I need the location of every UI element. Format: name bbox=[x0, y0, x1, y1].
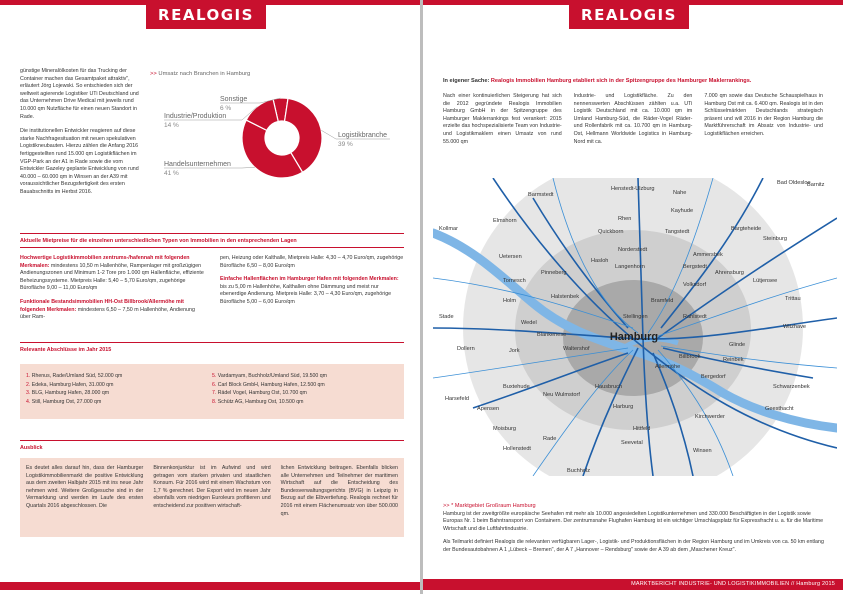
abschl-item-number: 2. bbox=[26, 381, 32, 388]
ausblick-col: Es deutet alles darauf hin, dass der Hamburger Logistikimmobilienmarkt die positive Entwicklung aus dem zweiten Halbjahr 2015 mit ins neue Jahr nehmen wird. Weitere Großgesuche sind in der Vermarktung und werden im Laufe des ersten Quartals 2016 abgeschlossen. Die bbox=[26, 465, 144, 509]
miet-subhead: Einfache Hallenflächen im Hamburger Hafen mit folgenden Merkmalen: bbox=[220, 276, 399, 283]
abschl-item bbox=[212, 381, 398, 390]
donut-value-label: 14 % bbox=[164, 122, 179, 129]
map-place-label: Allermöhe bbox=[655, 364, 681, 370]
chart-title bbox=[150, 71, 250, 77]
map-place-label: Hasloh bbox=[591, 258, 609, 264]
abschl-item-text: Vardamyam, Buchholz/Umland Süd, 19.500 qm bbox=[217, 373, 327, 379]
chart-title-prefix: >> bbox=[150, 71, 159, 77]
abschl-col-2 bbox=[212, 372, 398, 411]
abschl-section bbox=[20, 342, 404, 356]
map-place-label: Bramfeld bbox=[651, 298, 674, 304]
map-place-label: Hittfeld bbox=[633, 426, 651, 432]
abschl-item bbox=[26, 372, 212, 381]
map-caption-text: * Marktgebiet Großraum Hamburg bbox=[451, 503, 536, 509]
map-place-label: Waltershof bbox=[563, 346, 590, 352]
map-place-label: Ahrensburg bbox=[715, 270, 744, 276]
map-place-label: Hollenstedt bbox=[503, 446, 531, 452]
donut-label: Industrie/Produktion bbox=[164, 113, 227, 120]
map-place-label: Billbrook bbox=[679, 354, 701, 360]
miet-body: mindestens 6,50 – 7,50 m Hallenhöhe, Andienung über Ram- bbox=[20, 306, 195, 321]
map-place-label: Volksdorf bbox=[683, 282, 707, 288]
map-place-label: Schwarzenbek bbox=[773, 384, 810, 390]
abschl-item-number: 7. bbox=[212, 390, 218, 396]
map-city-label: Hamburg bbox=[609, 331, 659, 343]
map-place-label: Steinburg bbox=[763, 236, 787, 242]
right-page bbox=[423, 0, 843, 594]
miet-subhead: Hochwertige Logistikimmobilien zentrums-/hafennah mit folgenden Merkmalen: bbox=[20, 255, 190, 269]
map-caption-prefix: >> bbox=[443, 503, 452, 509]
sub-heading-text: Realogis Immobilien Hamburg etabliert sich in der Spitzengruppe des Hamburger Maklerrankings. bbox=[490, 78, 752, 84]
miet-subhead: Funktionale Bestandsimmobilien HH-Ost Billbrook/Allermöhe mit folgenden Merkmalen: bbox=[20, 298, 184, 313]
abschl-item-text: Edeka, Hamburg Hafen, 31.000 qm bbox=[31, 381, 114, 388]
map-place-label: Nahe bbox=[673, 190, 687, 196]
map-place-label: Blankenese bbox=[537, 332, 567, 338]
map-place-label: Glinde bbox=[729, 342, 746, 348]
map-place-label: Stade bbox=[439, 314, 454, 320]
ausblick-section bbox=[20, 440, 404, 454]
chart-title-text: Umsatz nach Branchen in Hamburg bbox=[158, 71, 251, 77]
abschl-item-number: 6. bbox=[212, 381, 218, 388]
sub-heading bbox=[443, 78, 751, 84]
brand-logo: REALOGIS bbox=[569, 0, 689, 29]
donut-label: Sonstige bbox=[220, 96, 248, 103]
miet-columns bbox=[20, 255, 404, 328]
abschl-item-number: 4. bbox=[26, 398, 32, 405]
donut-value-label: 41 % bbox=[164, 170, 179, 177]
map-place-label: Barmstedt bbox=[528, 192, 554, 198]
map-place-label: Holm bbox=[503, 298, 517, 304]
map-place-label: Rade bbox=[543, 436, 557, 442]
miet-body: pen, Heizung oder Kalthalle, Mietpreis Halle: 4,30 – 4,70 Euro/qm, zugehörige Bürofläche 6,50 – 8,00 Euro/qm bbox=[220, 255, 404, 269]
map-place-label: Kayhude bbox=[671, 208, 694, 214]
map-place-label: Apensen bbox=[477, 406, 500, 412]
abschl-item-number: 5. bbox=[212, 373, 218, 379]
map-place-label: Pinneberg bbox=[541, 270, 567, 276]
abschl-item-number: 3. bbox=[26, 390, 32, 396]
map-place-label: Barnitz bbox=[807, 182, 825, 188]
map-place-label: Ammersbek bbox=[693, 252, 723, 258]
map-place-label: Langenhorn bbox=[615, 264, 645, 270]
map-place-label: Witzhave bbox=[783, 324, 807, 330]
map-place-label: Rhen bbox=[618, 216, 632, 222]
map-place-label: Jork bbox=[509, 348, 520, 354]
map-place-label: Rahlstedt bbox=[683, 314, 707, 320]
abschl-item-text: Still, Hamburg Ost, 27.000 qm bbox=[31, 398, 102, 405]
map-place-label: Winsen bbox=[693, 448, 712, 454]
map-place-label: Bad Oldesloe bbox=[777, 180, 811, 186]
map-place-label: Neu Wulmstorf bbox=[543, 392, 580, 398]
map-place-label: Tangstedt bbox=[665, 229, 690, 235]
map-place-label: Kirchwerder bbox=[695, 414, 725, 420]
map-place-label: Buchholz bbox=[567, 468, 591, 474]
abschl-col-1 bbox=[26, 372, 212, 411]
miet-col-1 bbox=[20, 255, 204, 328]
map-place-label: Buxtehude bbox=[503, 384, 530, 390]
abschl-item-number: 1. bbox=[26, 373, 32, 379]
donut-value-label: 6 % bbox=[220, 105, 232, 112]
map-place-label: Halstenbek bbox=[551, 294, 579, 300]
map-place-label: Elmshorn bbox=[493, 218, 517, 224]
lead-paragraph: günstige Mineralölkosten für das Trucking der Container machen das Gesamtpaket attraktiv", erläutert Jörg Lojewski. So entschieden sich der weltweit agierende Logistiker UTi Deutschland und das Unternehmen Drive Medical mit jeweils rund 10.000 qm Nutzfläche für einen neuen Standort in Rade. bbox=[20, 68, 139, 120]
miet-heading: Aktuelle Mietpreise für die einzelnen unterschiedlichen Typen von Immobilien in den entsprechenden Lagen bbox=[20, 238, 297, 244]
map-place-label: Reinbek bbox=[723, 357, 744, 363]
map-place-label: Wedel bbox=[521, 320, 537, 326]
sub-heading-prefix: In eigener Sache: bbox=[443, 78, 491, 84]
footer-bar: MARKTBERICHT INDUSTRIE- UND LOGISTIKIMMOBILIEN // Hamburg 2015 bbox=[423, 579, 843, 590]
map-place-label: Geesthacht bbox=[765, 406, 794, 412]
map-place-label: Hausbruch bbox=[595, 384, 623, 390]
abschl-item bbox=[26, 381, 212, 390]
abschl-item bbox=[212, 372, 398, 381]
lead-text bbox=[20, 68, 144, 204]
abschl-item-text: Rädel Vogel, Hamburg Ost, 10.700 qm bbox=[217, 390, 307, 396]
brand-logo: REALOGIS bbox=[146, 0, 266, 29]
map-place-label: Trittau bbox=[785, 296, 801, 302]
abschl-item-text: Schütz AG, Hamburg Ost, 10.500 qm bbox=[217, 398, 304, 405]
ausblick-col: Binnenkonjunktur ist im Aufwind und wird getragen vom starken privaten und staatlichen Konsum. Für 2016 wird mit einem Wachstum von 1,7 % gerechnet. Der Export wird im neuen Jahr ebenfalls vom niedrigen Euroleurs profitieren und entscheidend zur positiven wirtschaft- bbox=[153, 465, 271, 509]
map-place-label: Kollmar bbox=[439, 226, 458, 232]
hamburg-map bbox=[433, 178, 837, 476]
map-paragraph: Hamburg ist der zweitgrößte europäische Seehafen mit mehr als 10.000 angesiedelten Logistikunternehmen und 330.000 Beschäftigten in der Logistik sowie Europas Nr. 1 beim Bahntransport von Containern. Der zentrumsnahe Flughafen Hamburg ist ein wichtiger Umschlagsplatz für Expressfracht u. a. für die Maritime Wirtschaft und die Luftfahrtindustrie. bbox=[443, 511, 824, 532]
donut-chart bbox=[150, 82, 410, 194]
right-col: 7.000 qm sowie das Deutsche Schauspielhaus in Hamburg Ost mit ca. 6.400 qm. Realogis ist in den Schlüsselmärkten Deutschlands strategisch präsent und will 2016 in der Region Hamburg die Marktführerschaft im Absatz von Industrie- und Logistikflächen erreichen. bbox=[704, 93, 824, 137]
map-place-label: Tornesch bbox=[503, 278, 526, 284]
abschl-item-text: BLG, Hamburg Hafen, 28.000 qm bbox=[31, 390, 110, 396]
donut-label: Handelsunternehmen bbox=[164, 161, 231, 168]
map-place-label: Norderstedt bbox=[618, 247, 648, 253]
map-place-label: Uetersen bbox=[499, 254, 522, 260]
ausblick-heading: Ausblick bbox=[20, 445, 43, 451]
miet-section bbox=[20, 233, 404, 248]
map-caption bbox=[443, 503, 536, 509]
abschl-item bbox=[212, 389, 398, 398]
map-place-label: Harburg bbox=[613, 404, 634, 410]
right-col: Industrie- und Logistikfläche. Zu den nennenswerten Abschlüssen zählten u.a. UTi Logistik Deutschland mit ca. 10.000 qm im Umland Hamburg-Süd, die Räder-Vogel Räder- und Rollenfabrik mit ca. 10.700 qm in Hamburg-Ost, Hellmann Worldwide Logistics in Hamburg-Nord mit ca. bbox=[573, 93, 693, 145]
ausblick-col: lichen Entwicklung beitragen. Ebenfalls blicken alle Unternehmen und Teilnehmer der maritimen Wirtschaft auf die Entscheidung des Bundesverwaltungsgerichts (BVG) in Leipzig in Bezug auf die Elbvertiefung. Realogis rechnet für 2016 mit einem Flächenumsatz von über 500.000 qm. bbox=[280, 465, 398, 517]
map-place-label: Bergedorf bbox=[701, 374, 726, 380]
map-paragraph: Als Teilmarkt definiert Realogis die relevanten verfügbaren Lager-, Logistik- und Produktionsflächen in der Region Hamburg und im Umkreis von ca. 50 km entlang der Bundesautobahnen A 1 „Lübeck – Bremen", der A 7 „Hannover – Rendsburg" sowie der A 39 ab dem „Maschener Kreuz". bbox=[443, 539, 824, 553]
map-place-label: Bergstedt bbox=[683, 264, 707, 270]
map-place-label: Quickborn bbox=[598, 229, 624, 235]
left-page bbox=[0, 0, 420, 594]
donut-slice-handelsunternehmen bbox=[242, 120, 303, 178]
abschl-box bbox=[20, 364, 404, 419]
miet-body: bis zu 5,00 m Hallenhöhe, Kalthallen ohne Dämmung und meist nur ebenerdige Andienung. Mietpreis Halle: 3,70 – 4,30 Euro/qm, zugehörige Bürofläche 5,00 – 6,00 Euro/qm bbox=[220, 283, 392, 305]
abschl-item-number: 8. bbox=[212, 398, 218, 405]
map-place-label: Moisburg bbox=[493, 426, 517, 432]
abschl-item bbox=[26, 398, 212, 407]
map-place-label: Bargteheide bbox=[731, 226, 762, 232]
map-place-label: Dollern bbox=[457, 346, 475, 352]
miet-col-2 bbox=[220, 255, 404, 328]
map-place-label: Harsefeld bbox=[445, 396, 469, 402]
map-place-label: Lütjensee bbox=[753, 278, 778, 284]
abschl-item bbox=[26, 389, 212, 398]
donut-value-label: 39 % bbox=[338, 141, 353, 148]
abschl-item-text: Rhenus, Rade/Umland Süd, 52.000 qm bbox=[31, 373, 123, 379]
map-place-label: Stellingen bbox=[623, 314, 648, 320]
bottom-bar bbox=[0, 582, 420, 590]
donut-label: Logistikbranche bbox=[338, 132, 388, 139]
right-columns bbox=[443, 93, 823, 146]
map-place-label: Henstedt-Ulzburg bbox=[611, 186, 655, 192]
abschl-item bbox=[212, 398, 398, 407]
miet-body: mindestens 10,50 m Hallenhöhe, Rampenlager mit großzügigen Andienungszonen und Minimum 1-2 Tore pro 1.000 qm Hallenfläche, effiziente Beheizungssysteme. Mietpreis Halle: 5,40 – 5,70 Euro/qm, zugehörige Bürofläche 9,00 – 11,00 Euro/qm bbox=[20, 262, 204, 292]
ausblick-box bbox=[20, 458, 404, 537]
right-col: Nach einer kontinuierlichen Steigerung hat sich die 2012 gegründete Realogis Immobilien Hamburg GmbH in der Spitzengruppe des Hamburger Maklerrankings fest verankert: 2015 erzielte das hochspezialisierte Team von Industrie- und Logistikmaklern einen Umsatz von rund 55.000 qm bbox=[443, 93, 562, 145]
abschl-heading: Relevante Abschlüsse im Jahr 2015 bbox=[20, 347, 112, 353]
abschl-item-text: Carl Block GmbH, Hamburg Hafen, 12.500 qm bbox=[217, 381, 325, 388]
map-place-label: Seevetal bbox=[621, 440, 643, 446]
map-text bbox=[443, 511, 828, 560]
lead-paragraph: Die institutionellen Entwickler reagieren auf diese starke Nachfragesituation mit neuen spekulativen Logistikneubauten. Hierzu zählen die Anfang 2016 fertiggestellten rund 15.000 qm Logistikflächen im VGP-Park an der A1 in Rade sowie die vom Entwickler Gazeley geplante Entwicklung von rund 40.000 – 60.000 qm in Winsen an der A39 mit voraussichtlicher Bezugsfertigkeit des ersten Bauabschnitts im Herbst 2016. bbox=[20, 128, 139, 195]
